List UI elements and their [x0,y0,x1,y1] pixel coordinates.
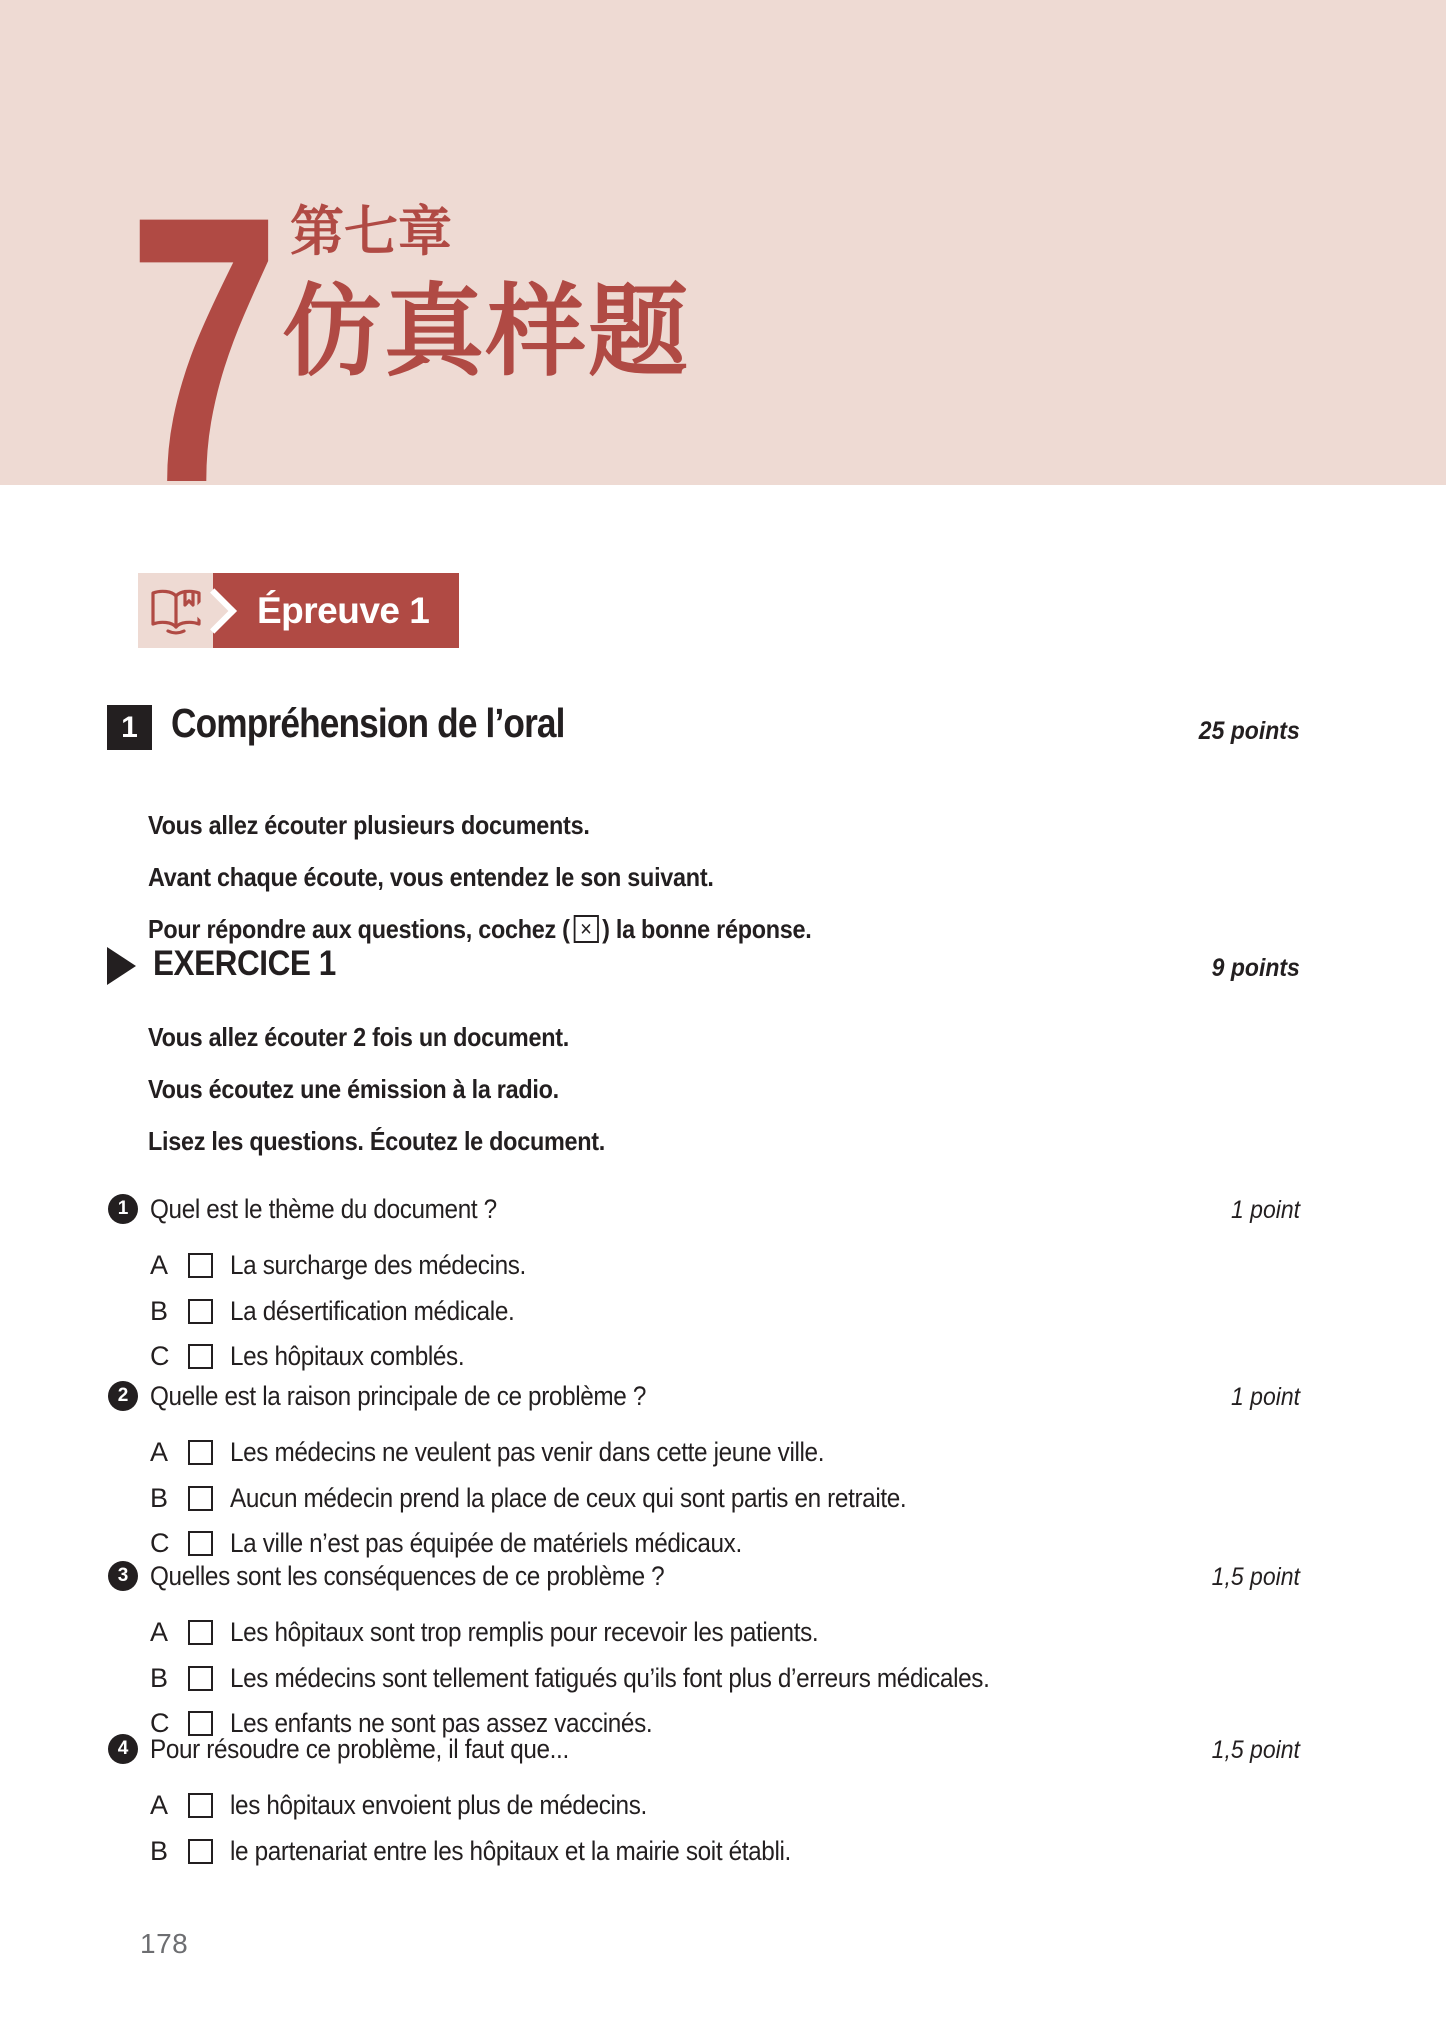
instruction-line [148,851,885,903]
question-number-badge: 1 [108,1194,138,1224]
question-1 [108,1193,1300,1380]
page-number: 178 [140,1928,189,1959]
option-row [150,1476,1300,1522]
instruction-line [148,1115,656,1167]
empty-checkbox-icon [188,1486,213,1511]
question-text: Pour résoudre ce problème, il faut que... [150,1734,569,1764]
options [108,1610,1300,1747]
instruction-text [148,914,811,945]
empty-checkbox-icon [188,1440,213,1465]
question-2 [108,1380,1300,1567]
question-3 [108,1560,1300,1747]
empty-checkbox-icon [188,1666,213,1691]
instruction-line [148,799,885,851]
option-letter: B [150,1482,169,1513]
option-row [150,1656,1300,1702]
option-letter: B [150,1835,169,1866]
option-row [150,1829,1300,1875]
question-head [108,1380,1300,1416]
option-letter: A [150,1790,169,1821]
question-points: 1 point [1230,1383,1300,1411]
option-letter: C [150,1708,170,1739]
option-row [150,1289,1300,1335]
instruction-text: Vous écoutez une émission à la radio. [148,1073,559,1104]
instruction-text-before: Pour répondre aux questions, cochez ( [148,913,570,944]
option-letter: B [150,1295,169,1326]
empty-checkbox-icon [188,1793,213,1818]
question-text: Quelles sont les conséquences de ce problème ? [150,1561,665,1591]
option-letter: C [150,1528,170,1559]
option-text: le partenariat entre les hôpitaux et la mairie soit établi. [230,1835,791,1866]
option-text: Les médecins sont tellement fatigués qu’ils font plus d’erreurs médicales. [230,1662,990,1693]
chapter-number: 7 [128,137,273,562]
option-text: Les hôpitaux comblés. [230,1341,465,1372]
exercise-title: EXERCICE 1 [153,944,336,983]
question-points: 1,5 point [1211,1563,1300,1591]
instruction-text: Vous allez écouter 2 fois un document. [148,1021,569,1052]
options [108,1243,1300,1380]
question-head [108,1560,1300,1596]
option-letter: A [150,1250,169,1281]
chapter-banner [0,0,1446,562]
instruction-text-after: ) la bonne réponse. [602,913,812,944]
section-number-box: 1 [107,705,152,750]
question-number-badge: 2 [108,1381,138,1411]
section-header [107,700,1300,753]
exercise-instructions [148,1011,656,1167]
option-letter: B [150,1662,169,1693]
epreuve-badge [138,573,459,648]
section-instructions [148,799,885,955]
instruction-line [148,1011,656,1063]
question-head [108,1193,1300,1229]
question-4 [108,1733,1300,1874]
instruction-text: Avant chaque écoute, vous entendez le son suivant. [148,861,714,892]
option-text: Les hôpitaux sont trop remplis pour recevoir les patients. [230,1617,819,1648]
option-row [150,1430,1300,1476]
option-letter: A [150,1437,169,1468]
option-row [150,1783,1300,1829]
question-points: 1,5 point [1211,1736,1300,1764]
question-number-badge: 4 [108,1734,138,1764]
checked-checkbox-icon: ✕ [573,915,598,943]
options [108,1430,1300,1567]
instruction-text: Lisez les questions. Écoutez le document. [148,1125,606,1156]
option-text: La ville n’est pas équipée de matériels médicaux. [230,1528,742,1559]
empty-checkbox-icon [188,1531,213,1556]
option-text: les hôpitaux envoient plus de médecins. [230,1790,647,1821]
empty-checkbox-icon [188,1620,213,1645]
question-points: 1 point [1230,1196,1300,1224]
section-title: Compréhension de l’oral [171,700,565,746]
option-text: Aucun médecin prend la place de ceux qui sont partis en retraite. [230,1482,907,1513]
option-text: Les médecins ne veulent pas venir dans cette jeune ville. [230,1437,825,1468]
empty-checkbox-icon [188,1344,213,1369]
option-text: Les enfants ne sont pas assez vaccinés. [230,1708,653,1739]
question-number-badge: 3 [108,1561,138,1591]
exercise-points: 9 points [1211,954,1300,982]
instruction-line [148,1063,656,1115]
epreuve-badge-label: Épreuve 1 [213,573,459,648]
section-points: 25 points [1199,717,1300,745]
exercise-header [105,944,1300,990]
options [108,1783,1300,1874]
empty-checkbox-icon [188,1839,213,1864]
empty-checkbox-icon [188,1253,213,1278]
instruction-text: Vous allez écouter plusieurs documents. [148,809,590,840]
option-row [150,1334,1300,1380]
play-triangle-icon [107,947,136,985]
question-text: Quel est le thème du document ? [150,1194,497,1224]
question-head [108,1733,1300,1769]
chapter-title: 仿真样题 [282,276,690,388]
question-text: Quelle est la raison principale de ce problème ? [150,1381,647,1411]
option-row [150,1610,1300,1656]
option-text: La désertification médicale. [230,1295,515,1326]
option-letter: C [150,1341,170,1372]
empty-checkbox-icon [188,1299,213,1324]
chapter-label: 第七章 [290,202,452,262]
option-row [150,1243,1300,1289]
option-letter: A [150,1617,169,1648]
option-text: La surcharge des médecins. [230,1250,526,1281]
